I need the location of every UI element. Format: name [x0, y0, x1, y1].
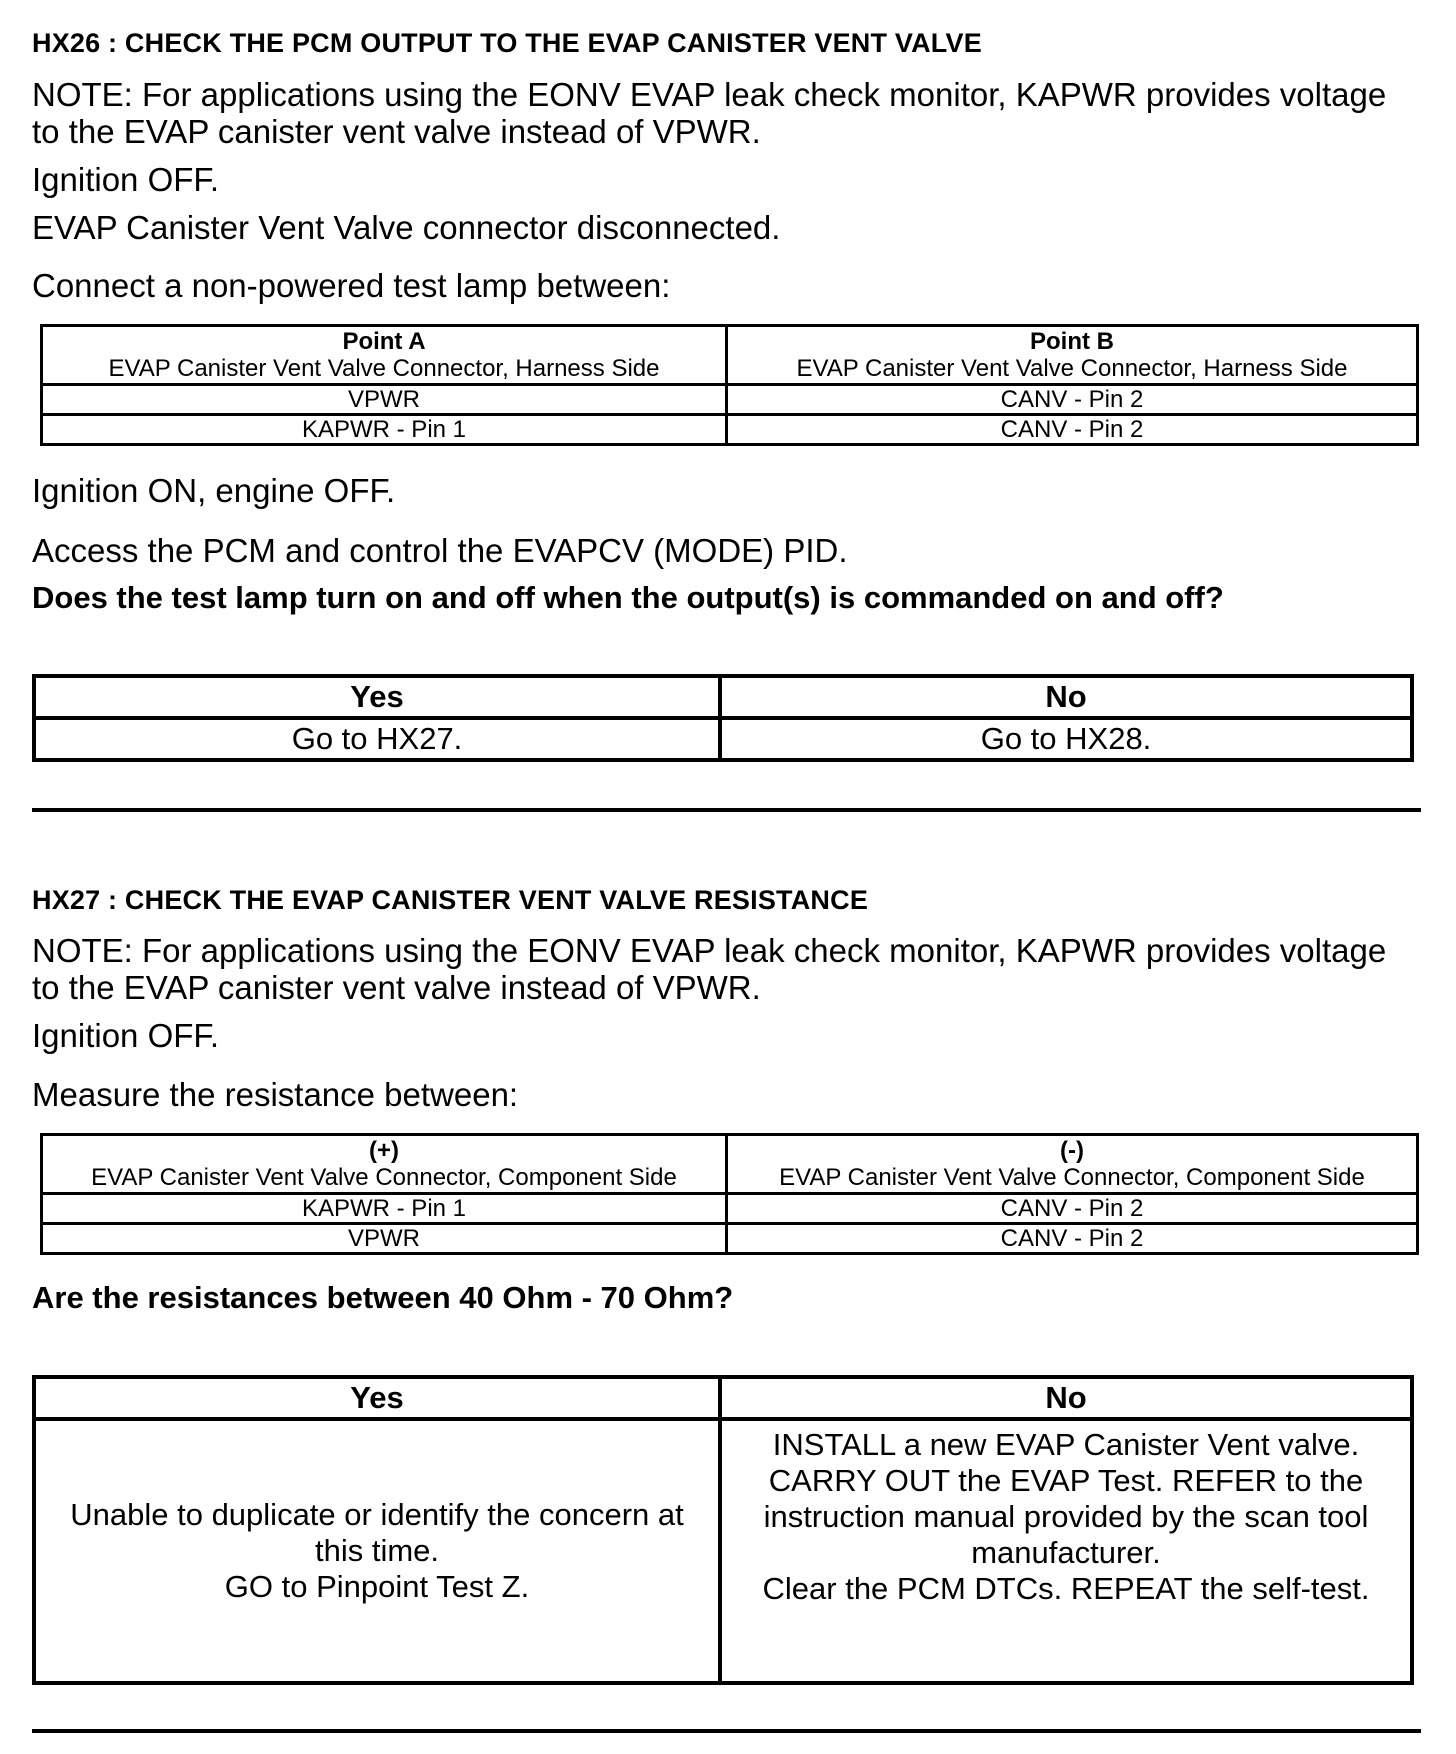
- no-action: [720, 1419, 1412, 1683]
- point-a-subtitle: EVAP Canister Vent Valve Connector, Harness Side: [108, 355, 660, 382]
- step-question: Are the resistances between 40 Ohm - 70 Ohm?: [32, 1280, 734, 1315]
- note-line-1: NOTE: For applications using the EONV EVAP leak check monitor, KAPWR provides voltage: [32, 932, 1387, 969]
- yes-line: GO to Pinpoint Test Z.: [224, 1569, 530, 1604]
- table-cell: KAPWR - Pin 1: [42, 415, 727, 445]
- table-cell: CANV - Pin 2: [727, 385, 1418, 415]
- step-question: Does the test lamp turn on and off when the output(s) is commanded on and off?: [32, 580, 1224, 615]
- negative-title: (-): [1060, 1137, 1084, 1164]
- point-a-header: [42, 326, 727, 385]
- no-line: manufacturer.: [971, 1535, 1161, 1570]
- table-cell: CANV - Pin 2: [727, 1194, 1418, 1224]
- result-row: [34, 1419, 1412, 1683]
- table-header-row: [42, 326, 1418, 385]
- table-cell: CANV - Pin 2: [727, 1224, 1418, 1254]
- positive-header: [42, 1135, 727, 1194]
- yes-header: Yes: [34, 676, 720, 718]
- result-header-row: [34, 1377, 1412, 1419]
- step-title: HX27 : CHECK THE EVAP CANISTER VENT VALVE RESISTANCE: [32, 885, 869, 915]
- no-header: No: [720, 1377, 1412, 1419]
- table-header-row: [42, 1135, 1418, 1194]
- yes-line: Unable to duplicate or identify the concern at: [70, 1497, 684, 1532]
- no-header: No: [720, 676, 1412, 718]
- no-action: Go to HX28.: [720, 718, 1412, 760]
- table-cell: KAPWR - Pin 1: [42, 1194, 727, 1224]
- no-line: INSTALL a new EVAP Canister Vent valve.: [772, 1427, 1360, 1462]
- point-b-title: Point B: [1030, 328, 1114, 355]
- table-row: [42, 1224, 1418, 1254]
- yes-header: Yes: [34, 1377, 720, 1419]
- table-cell: VPWR: [42, 1224, 727, 1254]
- table-row: [42, 385, 1418, 415]
- section-divider: [32, 808, 1421, 812]
- note-line-2: to the EVAP canister vent valve instead of VPWR.: [32, 113, 761, 150]
- note-line-2: to the EVAP canister vent valve instead of VPWR.: [32, 969, 761, 1006]
- negative-subtitle: EVAP Canister Vent Valve Connector, Component Side: [779, 1164, 1365, 1191]
- result-header-row: [34, 676, 1412, 718]
- yes-line: this time.: [314, 1533, 440, 1568]
- table-cell: VPWR: [42, 385, 727, 415]
- result-row: [34, 718, 1412, 760]
- yes-action: Go to HX27.: [34, 718, 720, 760]
- table-cell: CANV - Pin 2: [727, 415, 1418, 445]
- point-b-header: [727, 326, 1418, 385]
- test-instruction: Connect a non-powered test lamp between:: [32, 267, 671, 304]
- positive-title: (+): [369, 1137, 399, 1164]
- table-row: [42, 415, 1418, 445]
- resistance-table: [40, 1133, 1419, 1255]
- point-b-subtitle: EVAP Canister Vent Valve Connector, Harness Side: [796, 355, 1348, 382]
- ignition-on: Ignition ON, engine OFF.: [32, 472, 396, 509]
- yes-action: [34, 1419, 720, 1683]
- no-line: CARRY OUT the EVAP Test. REFER to the: [768, 1463, 1364, 1498]
- negative-header: [727, 1135, 1418, 1194]
- ignition-off: Ignition OFF.: [32, 1017, 220, 1054]
- result-table: [32, 1375, 1414, 1685]
- point-a-title: Point A: [342, 328, 426, 355]
- no-line: Clear the PCM DTCs. REPEAT the self-test.: [762, 1571, 1370, 1606]
- access-pcm: Access the PCM and control the EVAPCV (MODE) PID.: [32, 532, 848, 569]
- note-line-1: NOTE: For applications using the EONV EVAP leak check monitor, KAPWR provides voltage: [32, 76, 1387, 113]
- connector-state: EVAP Canister Vent Valve connector disconnected.: [32, 209, 781, 246]
- test-instruction: Measure the resistance between:: [32, 1076, 519, 1113]
- section-divider: [32, 1729, 1421, 1733]
- table-row: [42, 1194, 1418, 1224]
- test-lamp-table: [40, 324, 1419, 446]
- ignition-off: Ignition OFF.: [32, 161, 220, 198]
- no-line: instruction manual provided by the scan tool: [763, 1499, 1369, 1534]
- result-table: [32, 674, 1414, 762]
- positive-subtitle: EVAP Canister Vent Valve Connector, Component Side: [91, 1164, 677, 1191]
- step-title: HX26 : CHECK THE PCM OUTPUT TO THE EVAP CANISTER VENT VALVE: [32, 28, 982, 58]
